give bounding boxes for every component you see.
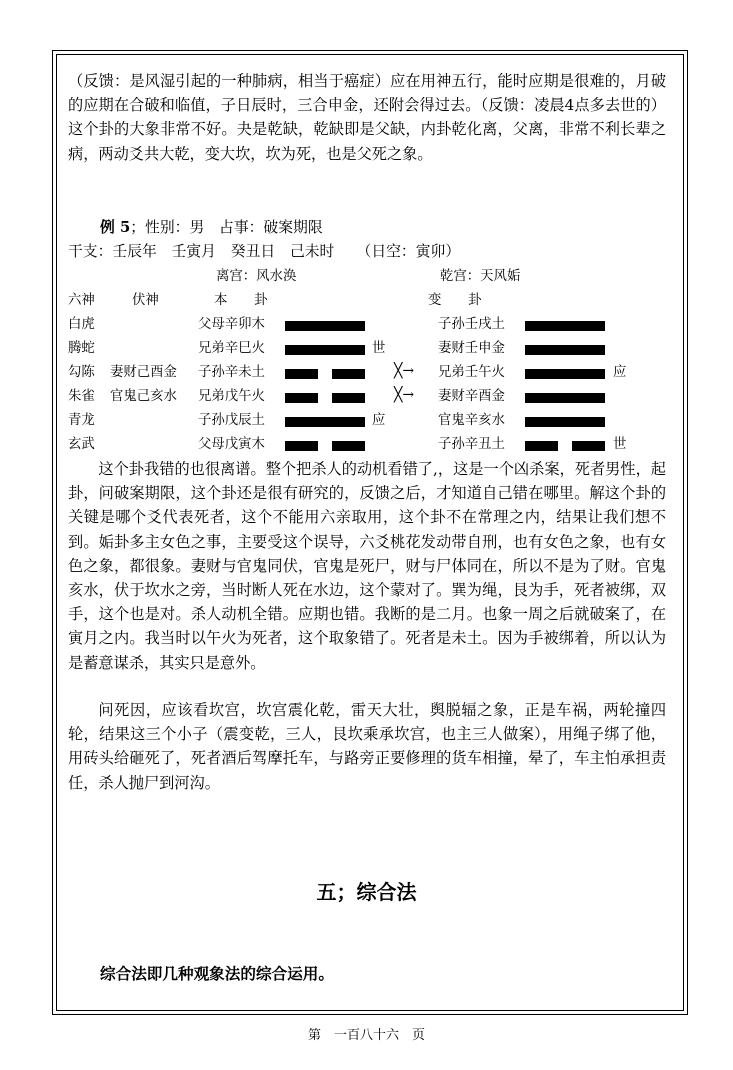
ganzhi-line: 干支：壬辰年 壬寅月 癸丑日 己未时 （日空：寅卯）	[68, 243, 461, 260]
ben-shiying-5: 应	[372, 413, 386, 428]
liushen-1: 白虎	[68, 317, 95, 332]
bian-yao-line-3-bar	[525, 369, 605, 379]
ben-yao-line-6-bar-1	[285, 441, 318, 451]
ben-shiying-2: 世	[372, 341, 386, 356]
moving-mark-3: ╳→	[394, 363, 415, 379]
ben-yao-line-5-bar	[285, 417, 365, 427]
ben-gua-title: 离宫：风水涣	[216, 269, 297, 284]
bian-yao-line-3	[525, 369, 605, 379]
bian-yao-line-2-bar	[525, 345, 605, 355]
ben-yao-line-3	[285, 369, 365, 379]
bian-shiying-6: 世	[613, 437, 627, 452]
ben-yao-line-4-bar-1	[285, 393, 318, 403]
bian-yao-line-6-bar-2	[572, 441, 605, 451]
fushen-4: 官鬼己亥水	[110, 389, 177, 404]
ben-yao-line-4	[285, 393, 365, 403]
ben-yao-label-3: 子孙辛未土	[198, 365, 265, 380]
bian-yao-line-6	[525, 441, 605, 451]
col-fushen: 伏神	[132, 293, 159, 308]
example-info: ；性别：男 占事：破案期限	[130, 219, 323, 236]
ben-yao-line-5	[285, 417, 365, 427]
liushen-4: 朱雀	[68, 389, 95, 404]
bian-yao-label-6: 子孙辛丑土	[438, 437, 505, 452]
ben-yao-line-1-bar	[285, 321, 365, 331]
bian-yao-label-4: 妻财辛酉金	[438, 389, 505, 404]
ben-yao-line-2-bar	[285, 345, 365, 355]
analysis-paragraph-1: 这个卦我错的也很离谱。整个把杀人的动机看错了,，这是一个凶杀案，死者男性，起卦，问破案期限，这个卦还是很有研究的，反馈之后，才知道自己错在哪里。解这个卦的关键是哪个爻代表死者，这个不能用六亲取用，这个卦不在常理之内，结果让我们想不到。姤卦多主女色之事，主要受这个误导，六爻桃花发动带自刑，也有女色之象，也有女色之象，都很象。妻财与官鬼同伏，官鬼是死尸，财与尸体同在，所以不是为了财。官鬼亥水，伏于坎水之旁，当时断人死在水边，这个蒙对了。巽为绳，艮为手，死者被绑，双手，这个也是对。杀人动机全错。应期也错。我断的是二月。也象一周之后就破案了，在寅月之内。我当时以午火为死者，这个取象错了。死者是未土。因为手被绑着，所以认为是蓄意谋杀，其实只是意外。	[68, 460, 666, 672]
ben-yao-line-4-bar-2	[332, 393, 365, 403]
moving-mark-4: ╳→	[394, 387, 415, 403]
section-title: 五；综合法	[316, 880, 417, 904]
col-bian: 变 卦	[428, 293, 482, 308]
fushen-3: 妻财己酉金	[110, 365, 177, 380]
liushen-3: 勾陈	[68, 365, 95, 380]
bian-yao-label-2: 妻财壬申金	[438, 341, 505, 356]
bian-yao-label-1: 子孙壬戌土	[438, 317, 505, 332]
liushen-5: 青龙	[68, 413, 95, 428]
col-ben: 本 卦	[214, 293, 268, 308]
ben-yao-line-3-bar-1	[285, 369, 318, 379]
ben-yao-line-1	[285, 321, 365, 331]
ben-yao-line-6-bar-2	[332, 441, 365, 451]
example-header	[100, 219, 323, 237]
top-paragraph: （反馈：是风湿引起的一种肺病，相当于癌症）应在用神五行，能时应期是很难的，月破的应期在合破和临值，子日辰时，三合申金，还附会得过去。（反馈：凌晨4点多去世的）这个卦的大象非常不好。夬是乾缺，乾缺即是父缺，内卦乾化离，父离，非常不利长辈之病，两动爻共大乾，变大坎，坎为死，也是父死之象。	[68, 72, 666, 163]
bian-yao-label-3: 兄弟壬午火	[438, 365, 505, 380]
col-liushen: 六神	[68, 293, 95, 308]
bian-yao-line-6-bar-1	[525, 441, 558, 451]
bian-yao-line-4	[525, 393, 605, 403]
ben-yao-line-2	[285, 345, 365, 355]
analysis-paragraph-2: 问死因，应该看坎宫，坎宫震化乾，雷天大壮，舆脱辐之象，正是车祸，两轮撞四轮，结果这三个小子（震变乾，三人，艮坎乘承坎宫，也主三人做案），用绳子绑了他，用砖头给砸死了，死者酒后驾摩托车，与路旁正要修理的货车相撞，晕了，车主怕承担责任，杀人抛尸到河沟。	[68, 701, 666, 792]
bian-yao-line-4-bar	[525, 393, 605, 403]
example-label: 例 5	[100, 219, 131, 236]
ben-yao-label-6: 父母戊寅木	[198, 437, 265, 452]
section-summary: 综合法即几种观象法的综合运用。	[100, 965, 334, 983]
bian-yao-line-5-bar	[525, 417, 605, 427]
ben-yao-label-5: 子孙戊辰土	[198, 413, 265, 428]
ben-yao-line-3-bar-2	[332, 369, 365, 379]
bian-yao-line-2	[525, 345, 605, 355]
ben-yao-label-2: 兄弟辛巳火	[198, 341, 265, 356]
ben-yao-label-4: 兄弟戊午火	[198, 389, 265, 404]
bian-yao-label-5: 官鬼辛亥水	[438, 413, 505, 428]
liushen-2: 腾蛇	[68, 341, 95, 356]
bian-shiying-3: 应	[613, 365, 627, 380]
bian-yao-line-1-bar	[525, 321, 605, 331]
ben-yao-line-6	[285, 441, 365, 451]
bian-yao-line-1	[525, 321, 605, 331]
ben-yao-label-1: 父母辛卯木	[198, 317, 265, 332]
liushen-6: 玄武	[68, 437, 95, 452]
bian-yao-line-5	[525, 417, 605, 427]
page-number: 第 一百八十六 页	[307, 1028, 425, 1043]
bian-gua-title: 乾宫：天风姤	[440, 269, 521, 284]
